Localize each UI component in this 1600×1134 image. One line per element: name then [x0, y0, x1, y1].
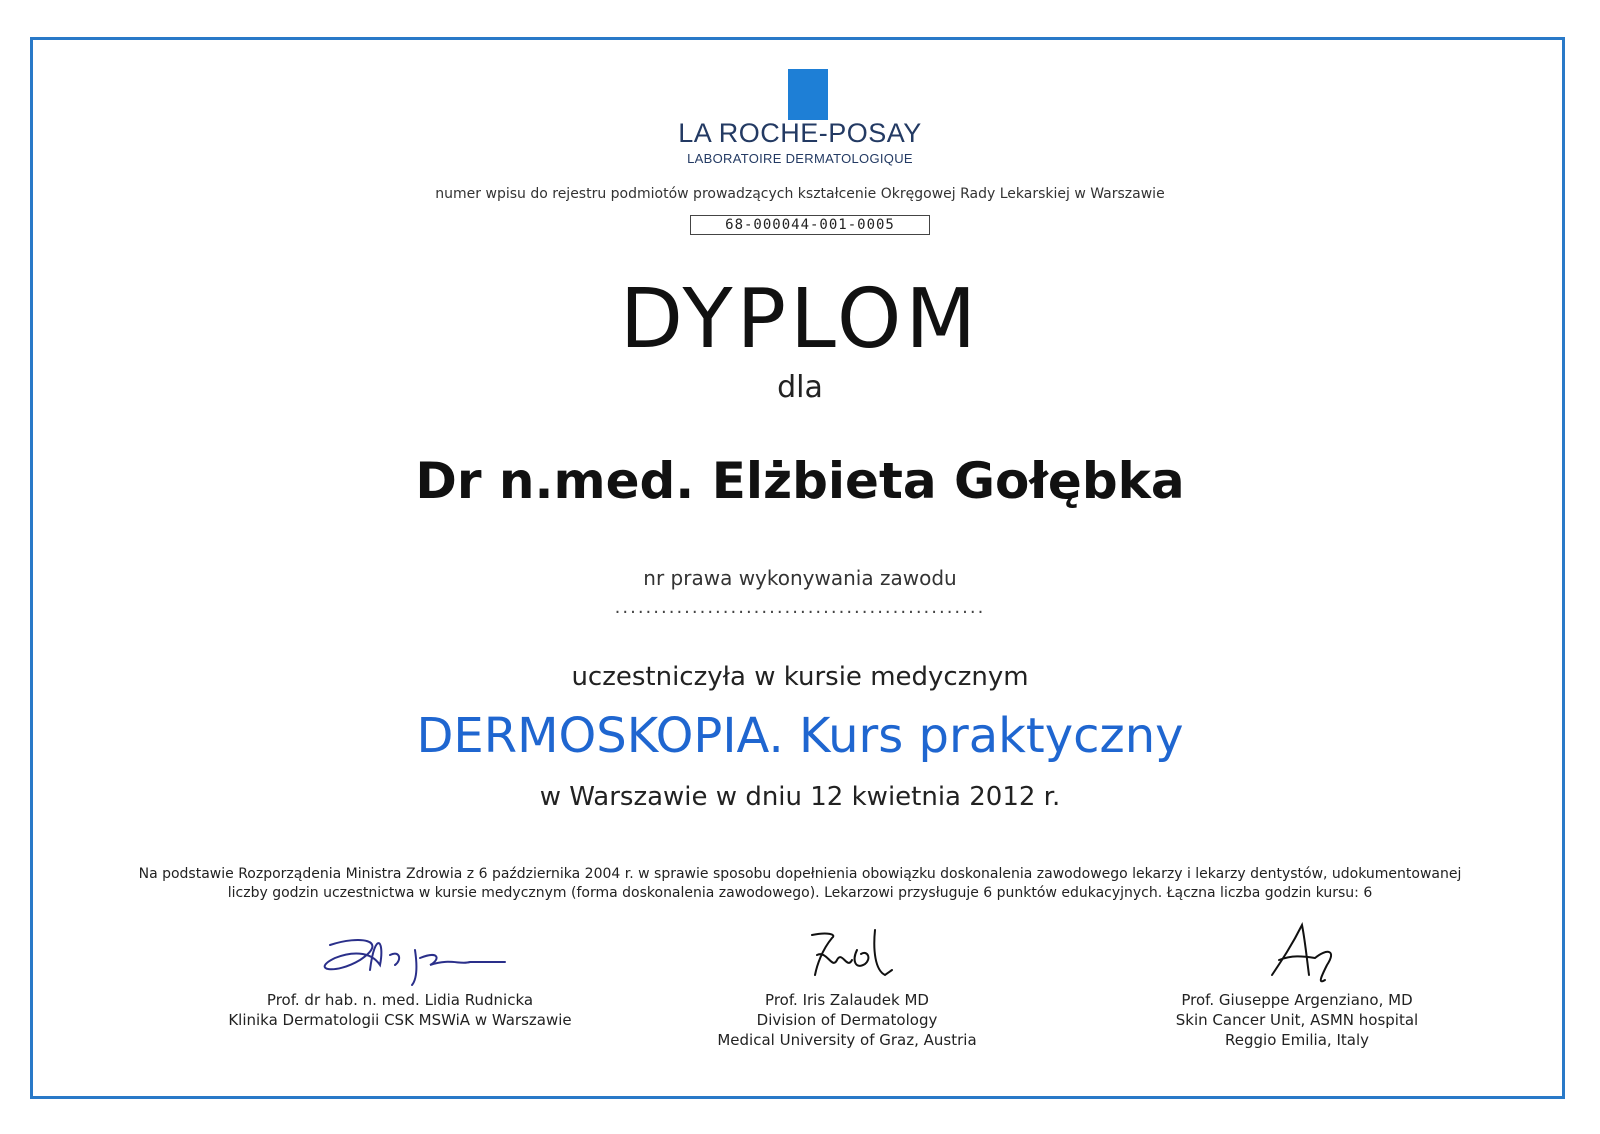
signatory-1-name: Prof. dr hab. n. med. Lidia Rudnicka: [266, 991, 534, 1009]
signatory-2-affiliation: Division of Dermatology: [756, 1011, 938, 1029]
signatory-1: [190, 920, 610, 1030]
register-number: 68-000044-001-0005: [690, 215, 930, 235]
legal-notice: [100, 865, 1500, 903]
register-text: numer wpisu do rejestru podmiotów prowadzących kształcenie Okręgowej Rady Lekarskiej w Warszawie: [435, 186, 1165, 202]
course-name: DERMOSKOPIA. Kurs praktyczny: [416, 708, 1184, 764]
license-label: nr prawa wykonywania zawodu: [643, 566, 957, 590]
participation-text: uczestniczyła w kursie medycznym: [571, 662, 1029, 692]
brand-subtitle: LABORATOIRE DERMATOLOGIQUE: [687, 151, 913, 166]
brand-name: LA ROCHE-POSAY: [678, 118, 922, 148]
signature-2-graphic: [737, 920, 957, 990]
signatory-3-location: Reggio Emilia, Italy: [1225, 1031, 1369, 1049]
license-value-line: ................................................: [614, 597, 986, 618]
brand-logo-square: [788, 69, 828, 120]
place-date: w Warszawie w dniu 12 kwietnia 2012 r.: [539, 782, 1061, 812]
signatory-2-name: Prof. Iris Zalaudek MD: [765, 991, 929, 1009]
signatory-2: [637, 920, 1057, 1050]
recipient-name: Dr n.med. Elżbieta Gołębka: [415, 452, 1185, 510]
diploma-title: DYPLOM: [619, 272, 981, 367]
signatory-3-affiliation: Skin Cancer Unit, ASMN hospital: [1175, 1011, 1419, 1029]
signatory-3: [1087, 920, 1507, 1050]
signature-3-graphic: [1187, 920, 1407, 990]
signatory-1-affiliation: Klinika Dermatologii CSK MSWiA w Warszawie: [228, 1011, 572, 1029]
signature-1-graphic: [290, 920, 510, 990]
signatory-3-name: Prof. Giuseppe Argenziano, MD: [1181, 991, 1413, 1009]
signatory-2-location: Medical University of Graz, Austria: [717, 1031, 977, 1049]
legal-line-2: liczby godzin uczestnictwa w kursie medycznym (forma doskonalenia zawodowego). Lekarzowi przysługuje 6 punktów edukacyjnych. Łączna liczba godzin kursu: 6: [227, 885, 1373, 901]
legal-line-1: Na podstawie Rozporządenia Ministra Zdrowia z 6 października 2004 r. w sprawie sposobu dopełnienia obowiązku doskonalenia zawodowego lekarzy i lekarzy dentystów, udokumentowanej: [138, 866, 1462, 882]
for-label: dla: [777, 370, 823, 405]
